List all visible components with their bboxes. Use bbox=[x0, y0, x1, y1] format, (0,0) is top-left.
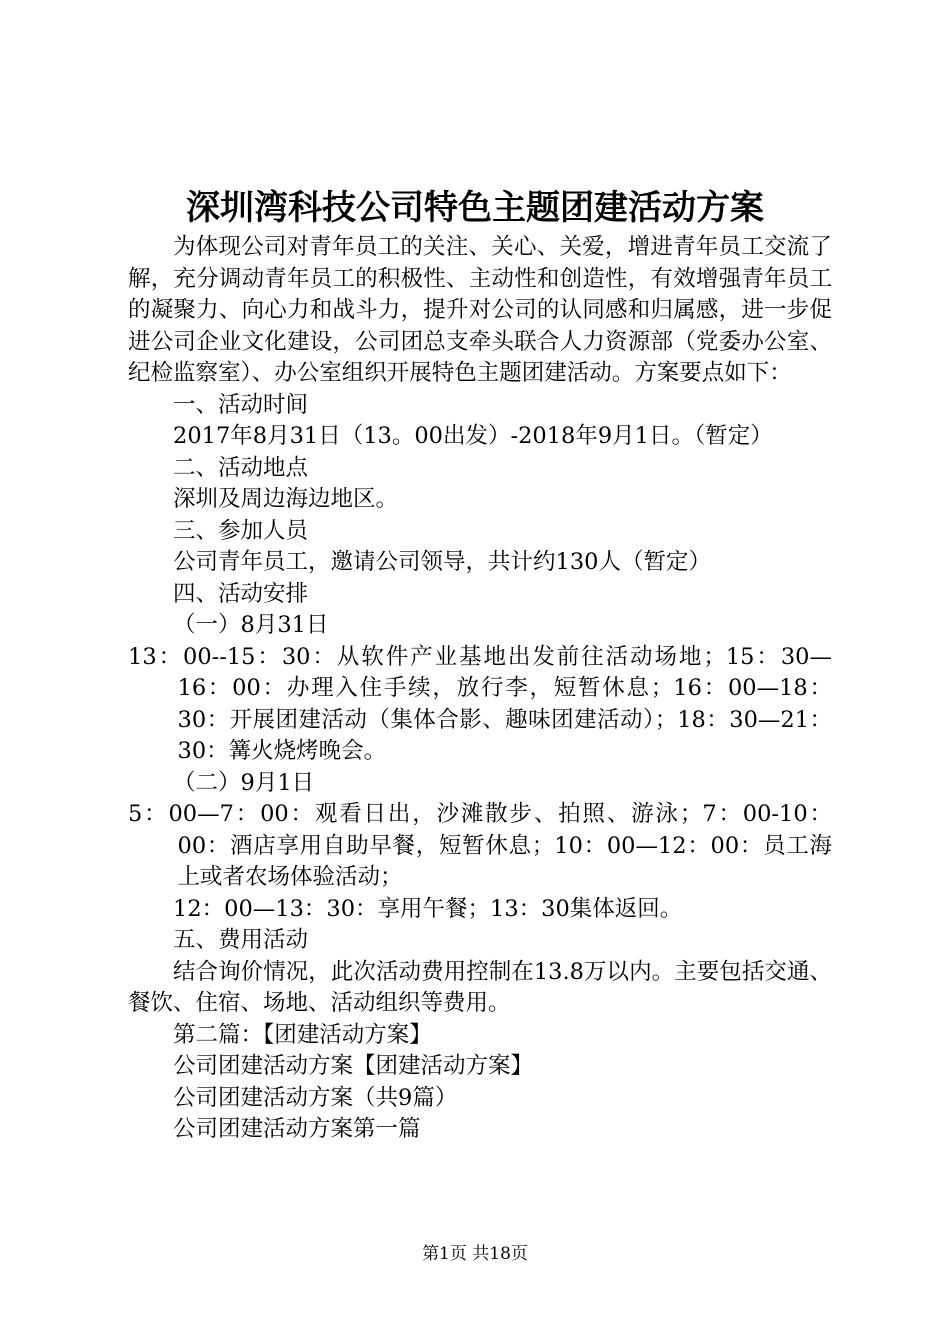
schedule-day1-heading: （一）8月31日 bbox=[173, 612, 329, 638]
section-heading-location: 二、活动地点 bbox=[173, 454, 309, 481]
part2-line1: 公司团建活动方案【团建活动方案】 bbox=[173, 1053, 534, 1079]
section-text-participants: 公司青年员工，邀请公司领导，共计约130人（暂定） bbox=[173, 549, 711, 575]
section-heading-cost: 五、费用活动 bbox=[173, 927, 309, 953]
schedule-day1-text: 13：00--15：30：从软件产业基地出发前往活动场地；15：30—16：00：办理入住手续，放行李，短暂休息；16：00—18：30：开展团建活动（集体合影、趣味团建活动）；18：30—21：30：篝火烧烤晚会。 bbox=[128, 643, 832, 764]
schedule-day2-text2: 12：00—13：30：享用午餐；13：30集体返回。 bbox=[173, 895, 683, 922]
part2-line2: 公司团建活动方案（共9篇） bbox=[173, 1084, 458, 1111]
page-footer: 第1页 共18页 bbox=[422, 1244, 528, 1264]
schedule-day2-heading: （二）9月1日 bbox=[173, 769, 315, 796]
section-text-cost: 结合询价情况，此次活动费用控制在13.8万以内。主要包括交通、餐饮、住宿、场地、活动组织等费用。 bbox=[128, 958, 832, 1016]
section-heading-schedule: 四、活动安排 bbox=[173, 580, 309, 607]
section-text-location: 深圳及周边海边地区。 bbox=[173, 486, 399, 512]
document-body bbox=[128, 232, 832, 1146]
section-text-time: 2017年8月31日（13。00出发）-2018年9月1日。（暂定） bbox=[173, 423, 773, 449]
section-heading-time: 一、活动时间 bbox=[173, 391, 309, 418]
part2-line3: 公司团建活动方案第一篇 bbox=[173, 1116, 421, 1142]
intro-paragraph: 为体现公司对青年员工的关注、关心、关爱，增进青年员工交流了解，充分调动青年员工的积极性、主动性和创造性，有效增强青年员工的凝聚力、向心力和战斗力，提升对公司的认同感和归属感，进一步促进公司企业文化建设，公司团总支牵头联合人力资源部（党委办公室、纪检监察室）、办公室组织开展特色主题团建活动。方案要点如下： bbox=[128, 234, 832, 386]
section-heading-participants: 三、参加人员 bbox=[173, 517, 309, 544]
document-title: 深圳湾科技公司特色主题团建活动方案 bbox=[186, 188, 764, 228]
part2-heading: 第二篇：【团建活动方案】 bbox=[173, 1021, 432, 1048]
schedule-day2-text: 5：00—7：00：观看日出，沙滩散步、拍照、游泳；7：00-10：00：酒店享用自助早餐，短暂休息；10：00—12：00：员工海上或者农场体验活动； bbox=[128, 801, 832, 890]
